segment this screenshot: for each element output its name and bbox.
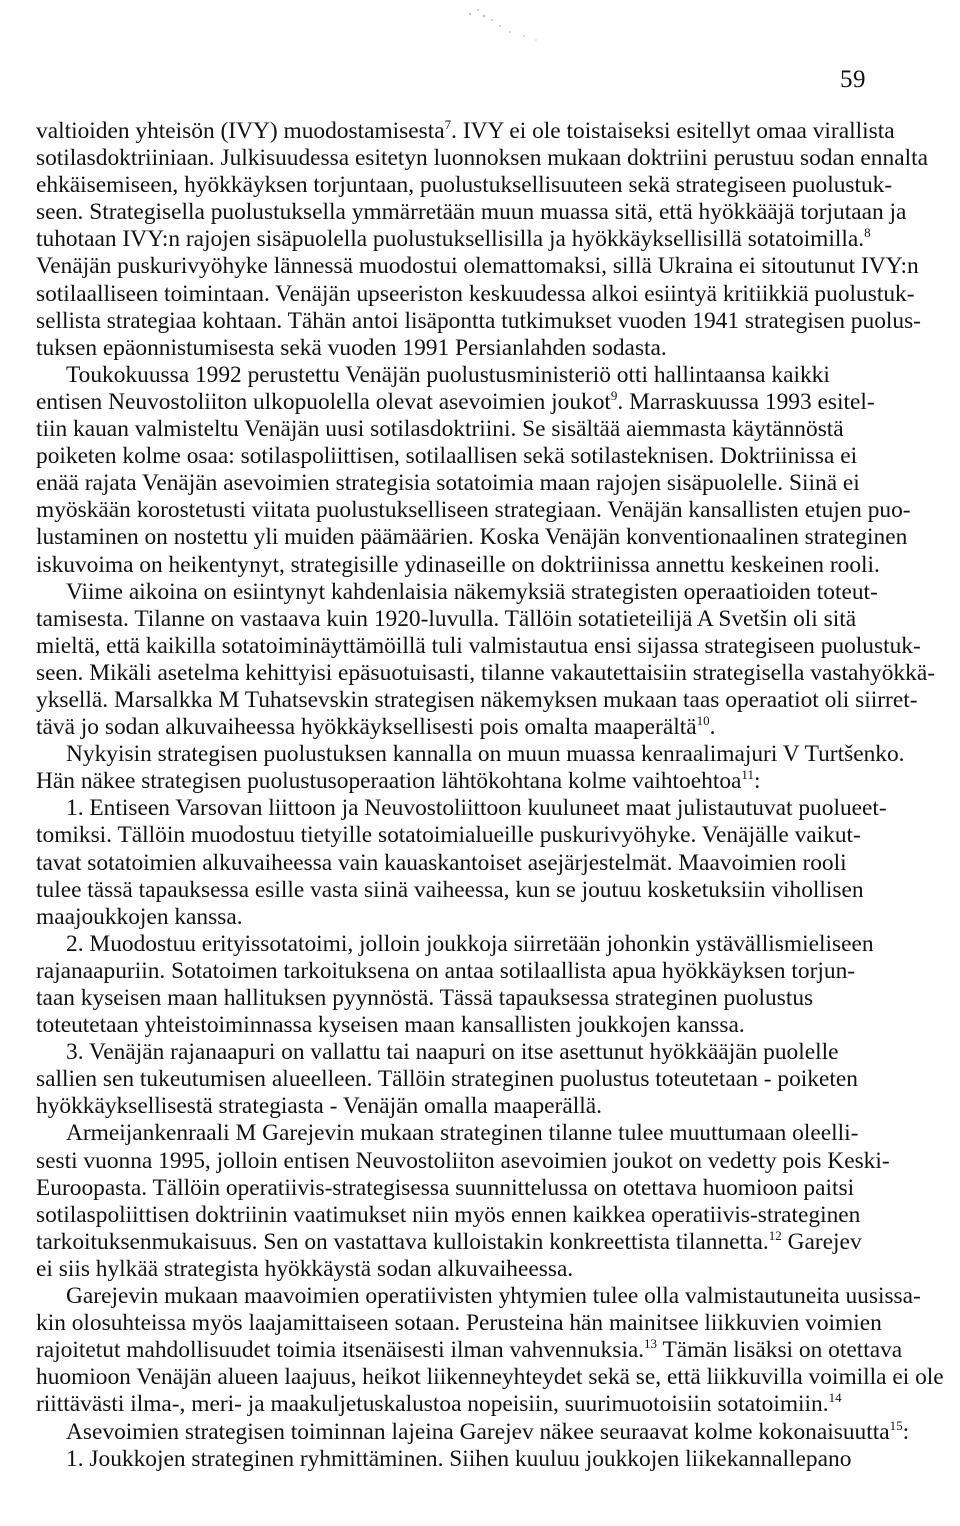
text-line-continuation: Garejev — [781, 1228, 862, 1255]
text-line-content: rajanaapuriin. Sotatoimen tarkoituksena on antaa sotilaallista apua hyökkäyksen torjun- — [36, 957, 856, 984]
text-line — [36, 1093, 868, 1120]
document-body — [36, 117, 944, 1473]
text-line — [36, 606, 868, 633]
footnote-marker[interactable]: 9 — [610, 388, 618, 404]
text-line-content: Euroopasta. Tällöin operatiivis-strategisessa suunnittelussa on otettava huomioon paitsi — [36, 1174, 855, 1201]
text-line — [36, 307, 921, 335]
text-line-content: taan kyseisen maan hallituksen pyynnöstä. Tässä tapauksessa strateginen puolustus — [36, 985, 814, 1011]
text-line-content: sotilaalliseen toimintaan. Venäjän upseeriston keskuudessa alkoi esiintyä kritiikkiä puolustuk- — [36, 280, 915, 307]
text-line-content: seen. Mikäli asetelma kehittyisi epäsuotuisasti, tilanne vakautettaisiin strategisella vastahyökkä- — [36, 659, 935, 686]
text-line — [36, 1391, 868, 1418]
text-line-content: poiketen kolme osaa: sotilaspoliittisen, sotilaallisen sekä sotilasteknisen. Doktriinissa ei — [36, 443, 858, 470]
text-line-content: 1. Joukkojen strateginen ryhmittäminen. Siihen kuuluu joukkojen liikekannallepano — [66, 1445, 852, 1472]
footnote-marker[interactable]: 7 — [444, 117, 452, 133]
text-line — [36, 443, 868, 470]
text-line-continuation: . — [709, 714, 716, 741]
text-line — [36, 904, 868, 931]
text-line — [36, 1229, 868, 1256]
text-line-content: sotilasdoktriiniaan. Julkisuudessa esitetyn luonnoksen mukaan doktriini perustuu sodan ennalta — [36, 145, 928, 172]
text-line — [36, 985, 868, 1012]
text-line-content: Asevoimien strategisen toiminnan lajeina Garejev näkee seuraavat kolme kokonaisuutta — [66, 1418, 890, 1445]
text-line-continuation: Tämän lisäksi on otettava — [657, 1337, 903, 1364]
text-line — [36, 1202, 868, 1229]
footnote-marker[interactable]: 10 — [696, 713, 710, 729]
text-line-content: maajoukkojen kanssa. — [36, 903, 243, 930]
text-line-continuation: . Marraskuussa 1993 esitel- — [617, 388, 875, 415]
text-line-content: riittävästi ilma-, meri- ja maakuljetuskalustoa nopeisiin, suurimuotoisiin sotatoimiin. — [36, 1391, 829, 1418]
text-line-content: valtioiden yhteisön (IVY) muodostamisesta — [36, 118, 445, 144]
text-line — [36, 822, 868, 849]
text-line-content: tuhotaan IVY:n rajojen sisäpuolella puolustuksellisilla ja hyökkäyksellisillä sotatoimilla. — [36, 226, 865, 253]
text-line — [36, 714, 868, 741]
text-line — [36, 1446, 868, 1473]
text-line — [36, 768, 868, 795]
text-line-content: tulee tässä tapauksessa esille vasta siinä vaiheessa, kun se joutuu kosketuksiin vihollisen — [36, 876, 864, 903]
text-line — [36, 1175, 868, 1202]
text-line — [36, 741, 905, 768]
footnote-marker[interactable]: 11 — [741, 767, 754, 783]
text-line — [36, 280, 915, 308]
text-line — [36, 253, 919, 280]
text-line-continuation: : — [902, 1418, 910, 1445]
text-line — [36, 659, 935, 687]
text-line — [36, 497, 911, 524]
text-line-content: Toukokuussa 1992 perustettu Venäjän puolustusministeriö otti hallintaansa kaikki — [66, 361, 830, 388]
text-line-content: tarkoituksenmukaisuus. Sen on vastattava kulloistakin konkreettista tilannetta. — [36, 1228, 769, 1255]
text-line-content: Garejevin mukaan maavoimien operatiivisten yhtymien tulee olla valmistautuneita uusissa- — [66, 1283, 921, 1310]
text-line — [36, 199, 907, 226]
text-line-content: Venäjän puskurivyöhyke lännessä muodostui olemattomaksi, sillä Ukraina ei sitoutunut IVY:n — [36, 253, 919, 280]
text-line-content: 3. Venäjän rajanaapuri on vallattu tai naapuri on itse asettunut hyökkääjän puolelle — [66, 1039, 839, 1066]
text-line-content: toteutetaan yhteistoiminnassa kyseisen maan kansallisten joukkojen kanssa. — [36, 1012, 745, 1039]
text-line — [36, 117, 895, 145]
text-line-content: iskuvoima on heikentynyt, strategisille ydinaseille on doktriinissa annettu keskeinen rooli. — [36, 551, 880, 578]
text-line-content: Viime aikoina on esiintynyt kahdenlaisia näkemyksiä strategisten operaatioiden toteut- — [66, 578, 878, 605]
text-line — [36, 335, 868, 362]
text-line-content: sesti vuonna 1995, jolloin entisen Neuvostoliiton asevoimien joukot on vedetty pois Keski- — [36, 1147, 890, 1174]
footnote-marker[interactable]: 14 — [828, 1390, 842, 1406]
text-line — [36, 930, 874, 958]
text-line-content: tamisesta. Tilanne on vastaava kuin 1920-luvulla. Tällöin sotatieteilijä A Svetšin oli sitä — [36, 605, 857, 632]
text-line-content: tävä jo sodan alkuvaiheessa hyökkäyksellisesti pois omalta maaperältä — [36, 714, 697, 741]
text-line — [36, 686, 918, 714]
text-line — [36, 470, 868, 497]
text-line-content: enää rajata Venäjän asevoimien strategisia sotatoimia maan rajojen sisäpuolelle. Siinä ei — [36, 470, 860, 497]
text-line-content: tuksen epäonnistumisesta sekä vuoden 1991 Persianlahden sodasta. — [36, 334, 667, 361]
text-line-content: seen. Strategisella puolustuksella ymmärretään muun muassa sitä, että hyökkääjä torjutaan ja — [36, 199, 907, 226]
text-line-content: tiin kauan valmisteltu Venäjän uusi sotilasdoktriini. Se sisältää aiemmasta käytännöstä — [36, 416, 844, 443]
text-line — [36, 1039, 868, 1066]
footnote-marker[interactable]: 12 — [768, 1228, 782, 1244]
text-line — [36, 1417, 910, 1446]
text-line-content: myöskään korostetusti viitata puolustukselliseen strategiaan. Venäjän kansallisten etujen puo- — [36, 497, 911, 524]
text-line-continuation: . IVY ei ole toistaiseksi esitellyt omaa virallista — [451, 118, 895, 144]
text-line-content: Nykyisin strategisen puolustuksen kannalla on muun muassa kenraalimajuri V Turtšenko. — [66, 741, 905, 768]
text-line-content: yksellä. Marsalkka M Tuhatsevskin strategisen näkemyksen mukaan taas operaatiot oli siirret- — [36, 686, 918, 713]
text-line — [36, 362, 868, 389]
text-line-content: 2. Muodostuu erityissotatoimi, jolloin joukkoja siirretään johonkin ystävällismieliseen — [66, 930, 874, 957]
text-line — [36, 1012, 868, 1039]
scan-noise-marks — [440, 6, 560, 46]
text-line-content: ehkäisemiseen, hyökkäyksen torjuntaan, puolustuksellisuuteen sekä strategiseen puolustuk- — [36, 172, 893, 199]
text-line-content: Armeijankenraali M Garejevin mukaan strateginen tilanne tulee muuttumaan oleelli- — [66, 1120, 859, 1147]
text-line-content: Hän näkee strategisen puolustusoperaation lähtökohtana kolme vaihtoehtoa — [36, 768, 742, 795]
text-line — [36, 416, 868, 443]
text-line — [36, 551, 880, 579]
text-line-content: rajoitetut mahdollisuudet toimia itsenäisesti ilman vahvennuksia. — [36, 1337, 645, 1364]
text-line — [36, 1147, 890, 1175]
text-line-content: huomioon Venäjän alueen laajuus, heikot liikenneyhteydet sekä se, että liikkuvilla voimilla ei ole — [36, 1364, 944, 1391]
text-line — [36, 877, 868, 904]
page-number: 59 — [840, 66, 866, 93]
footnote-marker[interactable]: 13 — [644, 1336, 658, 1352]
text-line-continuation: : — [753, 768, 761, 795]
text-line-content: hyökkäyksellisestä strategiasta - Venäjän omalla maaperällä. — [36, 1093, 602, 1120]
text-line — [36, 1066, 868, 1093]
text-line-content: mieltä, että kaikilla sotatoiminäyttämöillä tuli valmistautua ensi sijassa strategiseen puolustuk- — [36, 632, 921, 659]
text-line — [36, 388, 875, 416]
text-line — [36, 1364, 944, 1391]
text-line-content: kin olosuhteissa myös laajamittaiseen sotaan. Perusteina hän mainitsee liikkuvien voimien — [36, 1310, 882, 1337]
text-line — [36, 225, 871, 253]
text-line — [36, 1256, 868, 1283]
text-line — [36, 795, 887, 822]
text-line-content: tomiksi. Tällöin muodostuu tietyille sotatoimialueille puskurivyöhyke. Venäjälle vaikut- — [36, 822, 861, 849]
text-line-content: 1. Entiseen Varsovan liittoon ja Neuvostoliittoon kuuluneet maat julistautuvat puolueet- — [66, 795, 887, 822]
text-line-content: tavat sotatoimien alkuvaiheessa vain kauaskantoiset asejärjestelmät. Maavoimien rooli — [36, 849, 847, 876]
footnote-marker[interactable]: 15 — [889, 1417, 903, 1433]
text-line-content: sellista strategiaa kohtaan. Tähän antoi lisäpontta tutkimukset vuoden 1941 strategisen puolus- — [36, 307, 921, 334]
text-line-content: sallien sen tukeutumisen alueelleen. Tällöin strateginen puolustus toteutetaan - poiketen — [36, 1066, 858, 1093]
text-line — [36, 1120, 868, 1147]
text-line — [36, 524, 908, 551]
text-line — [36, 958, 868, 985]
text-line — [36, 172, 893, 199]
text-line-content: entisen Neuvostoliiton ulkopuolella olevat asevoimien joukot — [36, 388, 611, 415]
footnote-marker[interactable]: 8 — [864, 225, 871, 241]
text-line — [36, 578, 878, 606]
text-line — [36, 850, 868, 877]
text-line — [36, 1283, 921, 1310]
text-line-content: lustaminen on nostettu yli muiden päämäärien. Koska Venäjän konventionaalinen strateginen — [36, 524, 908, 551]
text-line — [36, 1310, 882, 1337]
text-line-content: sotilaspoliittisen doktriinin vaatimukset niin myös ennen kaikkea operatiivis-strateginen — [36, 1201, 861, 1228]
text-line — [36, 145, 928, 172]
text-line-content: ei siis hylkää strategista hyökkäystä sodan alkuvaiheessa. — [36, 1255, 574, 1282]
text-line — [36, 1336, 903, 1364]
text-line — [36, 632, 921, 660]
